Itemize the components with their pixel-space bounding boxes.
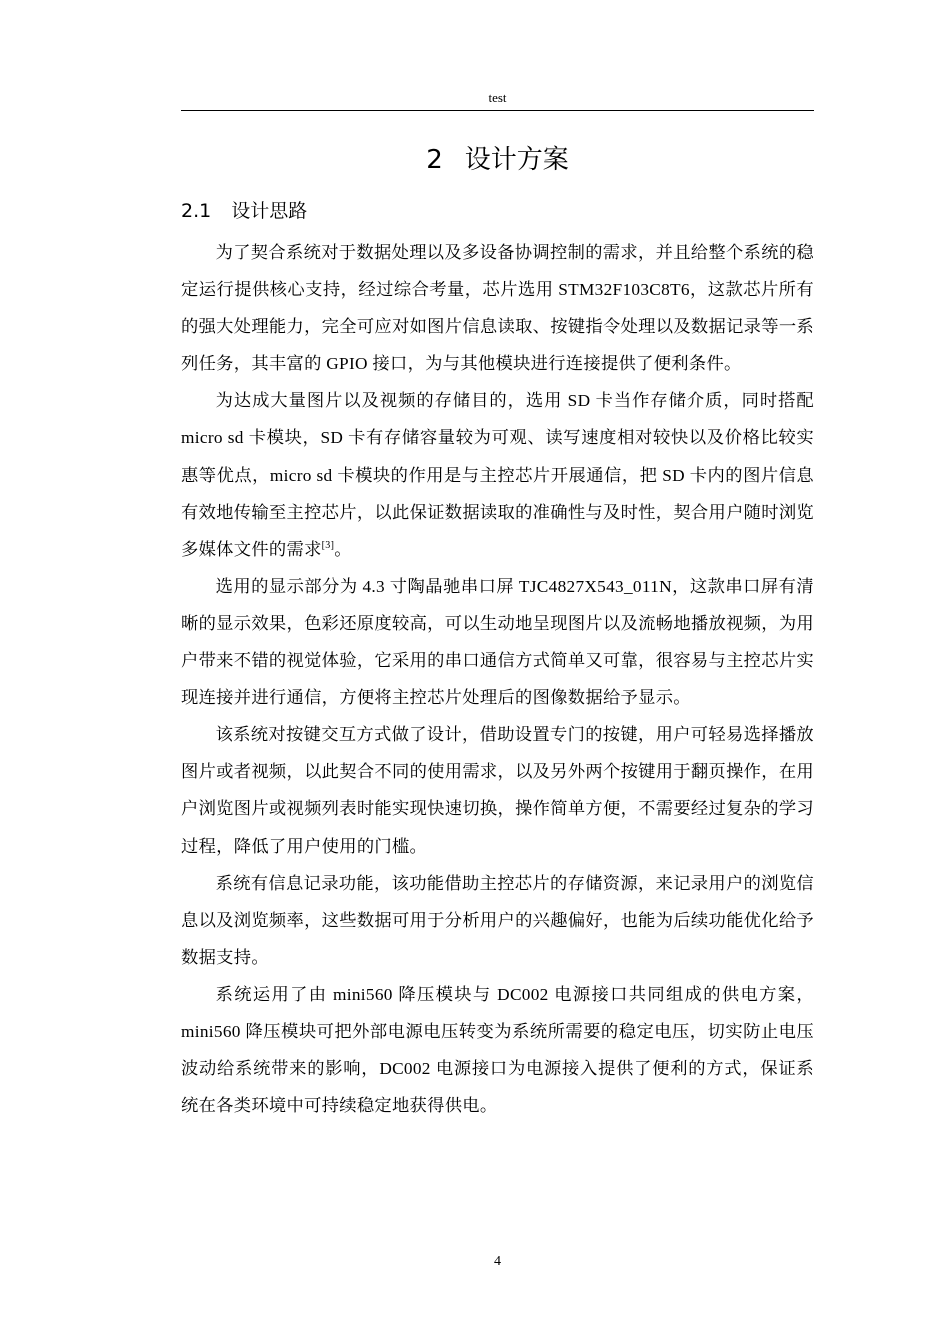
paragraph-tail: 。 bbox=[334, 539, 352, 559]
paragraph-text: 为了契合系统对于数据处理以及多设备协调控制的需求，并且给整个系统的稳定运行提供核心支持，经过综合考量，芯片选用 STM32F103C8T6，这款芯片所有的强大处理能力，完全可应对如图片信息读取、按键指令处理以及数据记录等一系列任务，其丰富的 GPIO 接口，为与其他模块进行连接提供了便利条件。 bbox=[181, 243, 814, 374]
citation-marker: [3] bbox=[321, 539, 335, 551]
paragraph-text: 选用的显示部分为 4.3 寸陶晶驰串口屏 TJC4827X543_011N，这款串口屏有清晰的显示效果，色彩还原度较高，可以生动地呈现图片以及流畅地播放视频，为用户带来不错的视觉体验，它采用的串口通信方式简单又可靠，很容易与主控芯片实现连接并进行通信，方便将主控芯片处理后的图像数据给予显示。 bbox=[181, 576, 814, 708]
paragraph-text: 系统运用了由 mini560 降压模块与 DC002 电源接口共同组成的供电方案，mini560 降压模块可把外部电源电压转变为系统所需要的稳定电压，切实防止电压波动给系统带来的影响，DC002 电源接口为电源接入提供了便利的方式，保证系统在各类环境中可持续稳定地获得供电。 bbox=[181, 984, 814, 1116]
paragraph-text: 该系统对按键交互方式做了设计，借助设置专门的按键，用户可轻易选择播放图片或者视频，以此契合不同的使用需求，以及另外两个按键用于翻页操作，在用户浏览图片或视频列表时能实现快速切换，操作简单方便，不需要经过复杂的学习过程，降低了用户使用的门槛。 bbox=[181, 725, 814, 856]
paragraph-buttons bbox=[181, 716, 814, 864]
section-title-text: 设计思路 bbox=[231, 200, 308, 222]
paragraph-text: 为达成大量图片以及视频的存储目的，选用 SD 卡当作存储介质，同时搭配 micro sd 卡模块，SD 卡有存储容量较为可观、读写速度相对较快以及价格比较实惠等优点，micro sd 卡模块的作用是与主控芯片开展通信，把 SD 卡内的图片信息有效地传输至主控芯片，以此保证数据读取的准确性与及时性，契合用户随时浏览多媒体文件的需求 bbox=[181, 391, 814, 559]
body-text bbox=[181, 234, 814, 1124]
section-number: 2.1 bbox=[181, 200, 212, 222]
running-title: test bbox=[488, 90, 507, 105]
paragraph-text: 系统有信息记录功能，该功能借助主控芯片的存储资源，来记录用户的浏览信息以及浏览频率，这些数据可用于分析用户的兴趣偏好，也能为后续功能优化给予数据支持。 bbox=[181, 873, 814, 967]
chapter-title bbox=[181, 138, 814, 182]
chapter-number: 2 bbox=[426, 145, 443, 175]
page-header bbox=[181, 88, 814, 111]
paragraph-recording bbox=[181, 865, 814, 976]
page-number-text: 4 bbox=[494, 1254, 501, 1269]
paragraph-display bbox=[181, 568, 814, 716]
page-number bbox=[181, 1252, 814, 1272]
chapter-title-text: 设计方案 bbox=[464, 145, 569, 175]
paragraph-sd-storage bbox=[181, 382, 814, 567]
paragraph-power bbox=[181, 976, 814, 1124]
section-title bbox=[181, 196, 814, 226]
paragraph-chip-selection bbox=[181, 234, 814, 382]
